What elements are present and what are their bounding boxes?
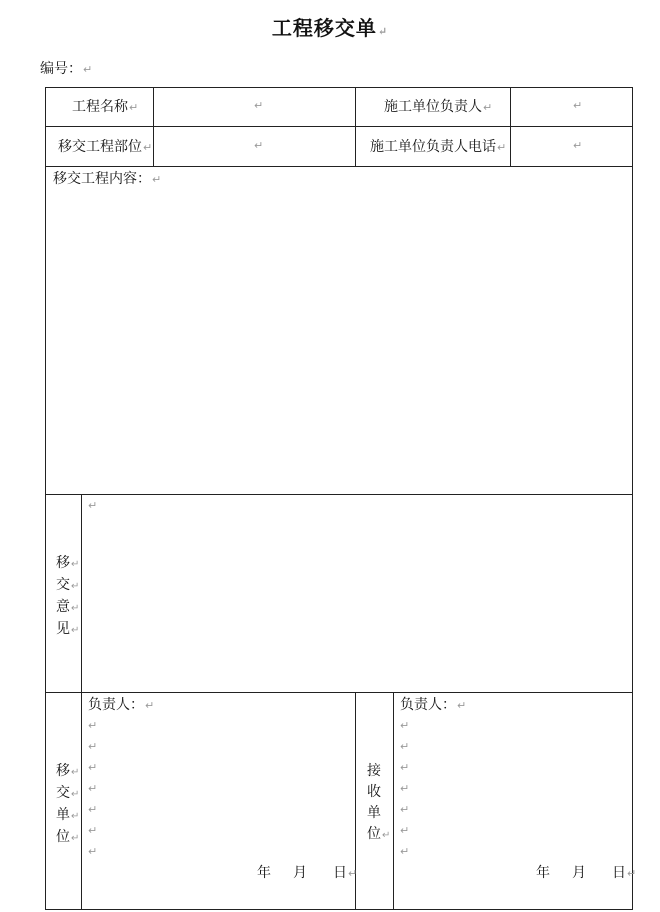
row-divider bbox=[46, 494, 632, 495]
handover-date: 年 月 日↵ bbox=[257, 865, 358, 881]
receiving-unit-label: 接 收 单 位↵ bbox=[367, 763, 391, 842]
title-text: 工程移交单 bbox=[271, 16, 377, 40]
serial-number-label bbox=[40, 58, 92, 78]
opinion-paragraph-mark: ↵ bbox=[88, 499, 98, 512]
column-divider bbox=[355, 88, 356, 166]
handover-opinion-area[interactable] bbox=[83, 496, 631, 690]
handover-blank-lines[interactable]: ↵ ↵ ↵ ↵ ↵ ↵ ↵ bbox=[88, 719, 98, 858]
row-divider bbox=[46, 692, 632, 693]
handover-opinion-label: 移↵ 交↵ 意↵ 见↵ bbox=[56, 555, 80, 637]
contractor-owner-value[interactable]: ↵ bbox=[573, 99, 583, 112]
receiving-date: 年 月 日↵ bbox=[536, 865, 637, 881]
row-divider bbox=[46, 126, 632, 127]
handover-unit-label: 移↵ 交↵ 单↵ 位↵ bbox=[56, 763, 80, 845]
row-divider bbox=[46, 166, 632, 167]
handover-part-value[interactable]: ↵ bbox=[254, 139, 264, 152]
serial-label-text: 编号： bbox=[40, 61, 82, 77]
handover-table bbox=[45, 87, 637, 910]
handover-person-label: 负责人：↵ bbox=[88, 697, 155, 713]
handover-part-label: 移交工程部位↵ bbox=[58, 139, 153, 155]
paragraph-mark: ↵ bbox=[377, 25, 389, 38]
contractor-phone-label: 施工单位负责人电话↵ bbox=[370, 139, 507, 155]
column-divider bbox=[510, 88, 511, 166]
handover-content-area[interactable] bbox=[47, 188, 631, 492]
receiving-person-label: 负责人：↵ bbox=[400, 697, 467, 713]
project-name-label: 工程名称↵ bbox=[72, 99, 139, 115]
document-title bbox=[0, 12, 660, 41]
paragraph-mark: ↵ bbox=[83, 63, 93, 76]
project-name-value[interactable]: ↵ bbox=[254, 99, 264, 112]
column-divider bbox=[153, 88, 154, 166]
receiving-blank-lines[interactable]: ↵ ↵ ↵ ↵ ↵ ↵ ↵ bbox=[400, 719, 410, 858]
handover-content-label: 移交工程内容：↵ bbox=[53, 171, 162, 187]
contractor-phone-value[interactable]: ↵ bbox=[573, 139, 583, 152]
contractor-owner-label: 施工单位负责人↵ bbox=[384, 99, 493, 115]
